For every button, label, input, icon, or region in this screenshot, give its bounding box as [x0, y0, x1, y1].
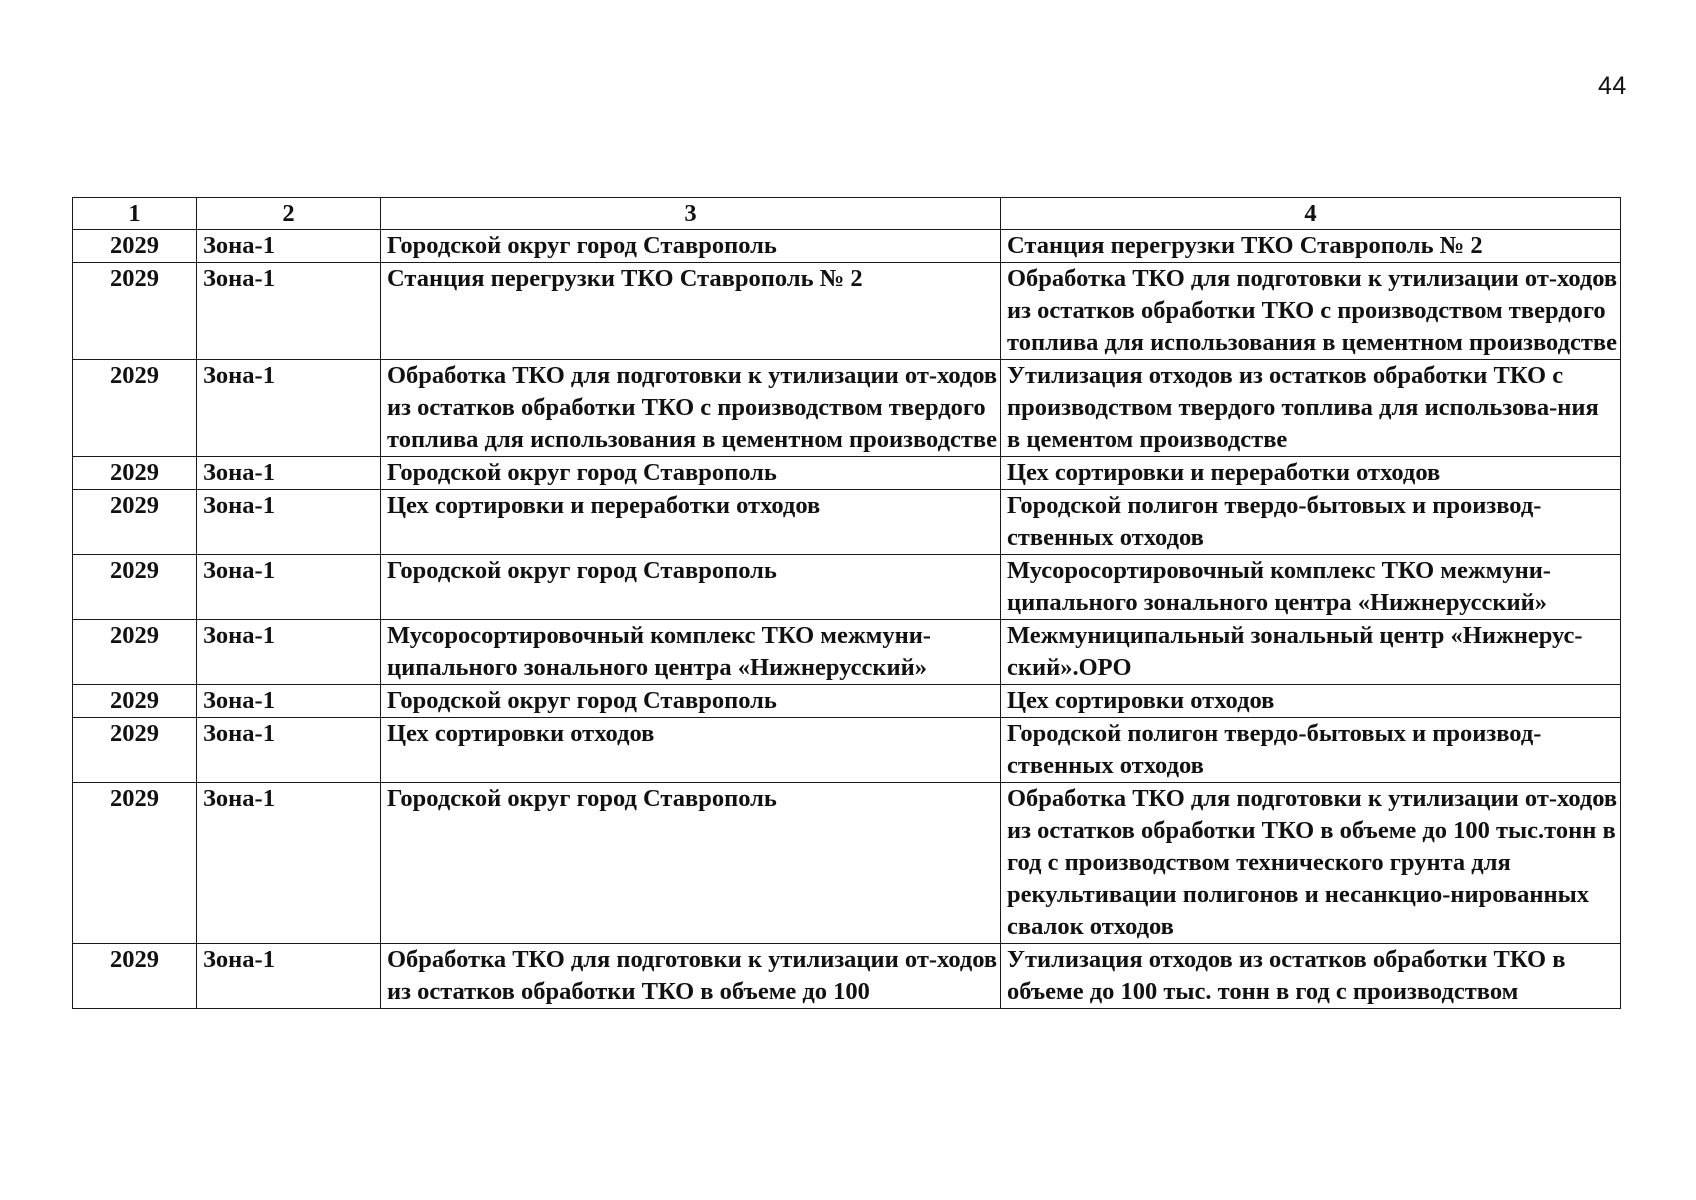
year-cell: 2029 — [73, 230, 197, 263]
source-cell: Цех сортировки и переработки отходов — [381, 490, 1001, 555]
source-cell: Городской округ город Ставрополь — [381, 685, 1001, 718]
destination-cell: Цех сортировки и переработки отходов — [1001, 457, 1621, 490]
destination-cell: Городской полигон твердо-бытовых и производ-ственных отходов — [1001, 718, 1621, 783]
destination-cell: Мусоросортировочный комплекс ТКО межмуни-ципального зонального центра «Нижнерусский» — [1001, 555, 1621, 620]
source-cell: Станция перегрузки ТКО Ставрополь № 2 — [381, 263, 1001, 360]
source-cell: Городской округ город Ставрополь — [381, 230, 1001, 263]
year-cell: 2029 — [73, 490, 197, 555]
table-row — [73, 490, 1621, 555]
source-cell: Городской округ город Ставрополь — [381, 457, 1001, 490]
year-cell: 2029 — [73, 620, 197, 685]
table-row — [73, 555, 1621, 620]
source-cell: Городской округ город Ставрополь — [381, 555, 1001, 620]
column-header-2: 2 — [197, 198, 381, 230]
source-cell: Цех сортировки отходов — [381, 718, 1001, 783]
source-cell: Обработка ТКО для подготовки к утилизации от-ходов из остатков обработки ТКО в объеме до 100 — [381, 944, 1001, 1009]
destination-cell: Цех сортировки отходов — [1001, 685, 1621, 718]
destination-cell: Утилизация отходов из остатков обработки ТКО в объеме до 100 тыс. тонн в год с производством — [1001, 944, 1621, 1009]
zone-cell: Зона-1 — [197, 620, 381, 685]
zone-cell: Зона-1 — [197, 263, 381, 360]
zone-cell: Зона-1 — [197, 944, 381, 1009]
destination-cell: Обработка ТКО для подготовки к утилизации от-ходов из остатков обработки ТКО в объеме до 100 тыс.тонн в год с производством технического грунта для рекультивации полигонов и несанкцио-нированных свалок отходов — [1001, 783, 1621, 944]
zone-cell: Зона-1 — [197, 490, 381, 555]
table-row — [73, 230, 1621, 263]
destination-cell: Городской полигон твердо-бытовых и производ-ственных отходов — [1001, 490, 1621, 555]
table-body — [73, 230, 1621, 1009]
table-row — [73, 685, 1621, 718]
zone-cell: Зона-1 — [197, 718, 381, 783]
table-header — [73, 198, 1621, 230]
zone-cell: Зона-1 — [197, 555, 381, 620]
routes-table — [72, 197, 1621, 1009]
year-cell: 2029 — [73, 944, 197, 1009]
source-cell: Городской округ город Ставрополь — [381, 783, 1001, 944]
zone-cell: Зона-1 — [197, 783, 381, 944]
column-header-3: 3 — [381, 198, 1001, 230]
source-cell: Обработка ТКО для подготовки к утилизации от-ходов из остатков обработки ТКО с производством твердого топлива для использования в цементном производстве — [381, 360, 1001, 457]
destination-cell: Межмуниципальный зональный центр «Нижнерус-ский».ОРО — [1001, 620, 1621, 685]
year-cell: 2029 — [73, 360, 197, 457]
destination-cell: Станция перегрузки ТКО Ставрополь № 2 — [1001, 230, 1621, 263]
table-row — [73, 783, 1621, 944]
destination-cell: Обработка ТКО для подготовки к утилизации от-ходов из остатков обработки ТКО с производством твердого топлива для использования в цементном производстве — [1001, 263, 1621, 360]
year-cell: 2029 — [73, 555, 197, 620]
table-row — [73, 457, 1621, 490]
source-cell: Мусоросортировочный комплекс ТКО межмуни-ципального зонального центра «Нижнерусский» — [381, 620, 1001, 685]
table-row — [73, 263, 1621, 360]
table-row — [73, 944, 1621, 1009]
zone-cell: Зона-1 — [197, 360, 381, 457]
year-cell: 2029 — [73, 783, 197, 944]
table-row — [73, 360, 1621, 457]
table-row — [73, 620, 1621, 685]
year-cell: 2029 — [73, 457, 197, 490]
destination-cell: Утилизация отходов из остатков обработки ТКО с производством твердого топлива для использова-ния в цементом производстве — [1001, 360, 1621, 457]
page-number: 44 — [1598, 72, 1627, 100]
header-row — [73, 198, 1621, 230]
column-header-4: 4 — [1001, 198, 1621, 230]
year-cell: 2029 — [73, 718, 197, 783]
year-cell: 2029 — [73, 263, 197, 360]
zone-cell: Зона-1 — [197, 230, 381, 263]
table-row — [73, 718, 1621, 783]
column-header-1: 1 — [73, 198, 197, 230]
year-cell: 2029 — [73, 685, 197, 718]
zone-cell: Зона-1 — [197, 457, 381, 490]
zone-cell: Зона-1 — [197, 685, 381, 718]
